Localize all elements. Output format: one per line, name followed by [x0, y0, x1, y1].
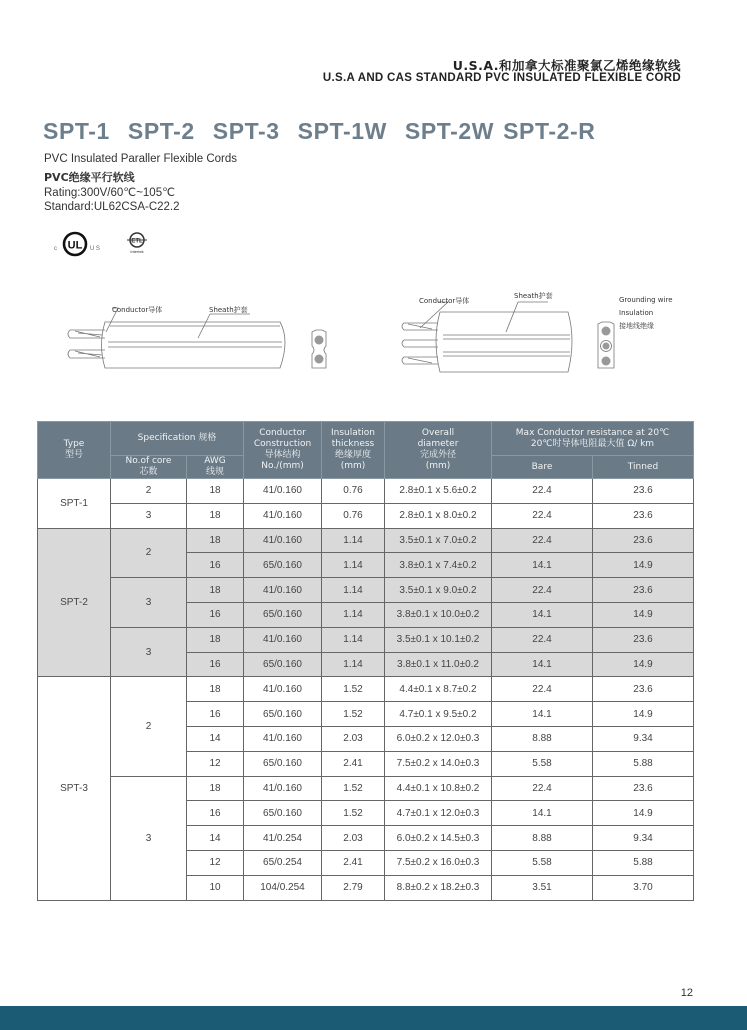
cell-diameter: 3.5±0.1 x 7.0±0.2 — [385, 528, 492, 553]
cell-bare: 5.58 — [492, 751, 593, 776]
header-max-resistance: Max Conductor resistance at 20℃ 20℃时导体电阻最大值 Ω/ km — [492, 422, 694, 456]
two-core-sheath-label: Sheath护套 — [209, 306, 248, 314]
description-en: PVC Insulated Paraller Flexible Cords — [44, 153, 238, 165]
cell-awg: 10 — [187, 875, 244, 900]
ul-us-mark: US — [90, 246, 102, 252]
cell-construction: 41/0.160 — [244, 776, 322, 801]
cell-construction: 41/0.160 — [244, 528, 322, 553]
cell-tinned: 23.6 — [593, 677, 694, 702]
standard: Standard:UL62CSA-C22.2 — [44, 201, 180, 213]
cell-tinned: 23.6 — [593, 528, 694, 553]
cell-insulation: 1.52 — [322, 776, 385, 801]
etl-certification-logo — [124, 230, 150, 261]
cell-bare: 22.4 — [492, 776, 593, 801]
ul-c-mark: c — [54, 246, 57, 252]
header-conductor-construction: Conductor Construction 导体结构 No./(mm) — [244, 422, 322, 479]
cell-diameter: 4.4±0.1 x 8.7±0.2 — [385, 677, 492, 702]
two-core-conductor-label: Conductor导体 — [112, 306, 163, 314]
cell-diameter: 4.7±0.1 x 12.0±0.3 — [385, 801, 492, 826]
cell-bare: 22.4 — [492, 528, 593, 553]
cell-tinned: 23.6 — [593, 627, 694, 652]
cell-diameter: 8.8±0.2 x 18.2±0.3 — [385, 875, 492, 900]
cell-construction: 65/0.160 — [244, 602, 322, 627]
header-no-of-core: No.of core 芯数 — [111, 456, 187, 479]
cell-awg: 18 — [187, 627, 244, 652]
cell-insulation: 2.03 — [322, 826, 385, 851]
cell-tinned: 23.6 — [593, 578, 694, 603]
cell-diameter: 2.8±0.1 x 5.6±0.2 — [385, 479, 492, 504]
cell-awg: 18 — [187, 503, 244, 528]
cell-diameter: 4.7±0.1 x 9.5±0.2 — [385, 702, 492, 727]
cell-insulation: 1.14 — [322, 652, 385, 677]
cell-diameter: 7.5±0.2 x 14.0±0.3 — [385, 751, 492, 776]
cell-insulation: 1.52 — [322, 801, 385, 826]
cell-tinned: 14.9 — [593, 702, 694, 727]
cell-awg: 16 — [187, 652, 244, 677]
table-row — [38, 503, 694, 528]
page-number: 12 — [680, 987, 693, 999]
cell-awg: 18 — [187, 677, 244, 702]
cell-awg: 16 — [187, 553, 244, 578]
cell-construction: 41/0.160 — [244, 677, 322, 702]
cell-awg: 16 — [187, 702, 244, 727]
cell-awg: 16 — [187, 801, 244, 826]
cell-insulation: 2.41 — [322, 850, 385, 875]
cell-bare: 22.4 — [492, 578, 593, 603]
header-specification: Specification 规格 — [111, 422, 244, 456]
cell-bare: 14.1 — [492, 602, 593, 627]
cell-tinned: 23.6 — [593, 479, 694, 504]
product-models-title: SPT-1 SPT-2 SPT-3 SPT-1W SPT-2W SPT-2-R — [43, 118, 596, 144]
cell-awg: 18 — [187, 578, 244, 603]
cell-tinned: 23.6 — [593, 776, 694, 801]
cell-cores: 3 — [111, 627, 187, 677]
cell-insulation: 1.52 — [322, 677, 385, 702]
header-title-cn: U.S.A.和加拿大标准聚氯乙烯绝缘软线 — [452, 58, 681, 73]
cell-bare: 14.1 — [492, 702, 593, 727]
cell-bare: 22.4 — [492, 627, 593, 652]
cell-insulation: 1.14 — [322, 578, 385, 603]
header-tinned: Tinned — [593, 456, 694, 479]
cell-diameter: 6.0±0.2 x 12.0±0.3 — [385, 726, 492, 751]
table-row — [38, 776, 694, 801]
footer-bar — [0, 1006, 747, 1030]
cell-tinned: 14.9 — [593, 553, 694, 578]
header-awg: AWG 线规 — [187, 456, 244, 479]
cell-cores: 2 — [111, 677, 187, 776]
cell-construction: 41/0.160 — [244, 627, 322, 652]
cell-bare: 5.58 — [492, 850, 593, 875]
cell-cores: 2 — [111, 479, 187, 504]
cell-diameter: 3.8±0.1 x 11.0±0.2 — [385, 652, 492, 677]
grounding-wire-label: Grounding wire — [619, 296, 673, 304]
cell-diameter: 3.8±0.1 x 10.0±0.2 — [385, 602, 492, 627]
cell-bare: 14.1 — [492, 553, 593, 578]
cell-bare: 22.4 — [492, 677, 593, 702]
cell-type: SPT-3 — [38, 677, 111, 900]
cell-awg: 12 — [187, 850, 244, 875]
cell-bare: 8.88 — [492, 826, 593, 851]
cell-awg: 18 — [187, 776, 244, 801]
cell-diameter: 3.8±0.1 x 7.4±0.2 — [385, 553, 492, 578]
cell-diameter: 3.5±0.1 x 9.0±0.2 — [385, 578, 492, 603]
cell-construction: 65/0.160 — [244, 751, 322, 776]
table-row — [38, 528, 694, 553]
cell-diameter: 4.4±0.1 x 10.8±0.2 — [385, 776, 492, 801]
cell-cores: 2 — [111, 528, 187, 578]
cell-awg: 16 — [187, 602, 244, 627]
rating: Rating:300V/60℃~105℃ — [44, 187, 176, 199]
two-core-cross-section — [308, 328, 330, 377]
cell-awg: 18 — [187, 479, 244, 504]
specification-table — [37, 421, 694, 901]
cell-construction: 41/0.160 — [244, 503, 322, 528]
table-row — [38, 627, 694, 652]
cell-cores: 3 — [111, 776, 187, 900]
cell-cores: 3 — [111, 578, 187, 628]
cell-type: SPT-2 — [38, 528, 111, 677]
ul-certification-logo — [52, 230, 102, 265]
table-row — [38, 479, 694, 504]
cell-insulation: 1.52 — [322, 702, 385, 727]
cell-tinned: 9.34 — [593, 826, 694, 851]
cell-construction: 104/0.254 — [244, 875, 322, 900]
cell-insulation: 1.14 — [322, 553, 385, 578]
cell-awg: 14 — [187, 726, 244, 751]
table-row — [38, 578, 694, 603]
cell-diameter: 7.5±0.2 x 16.0±0.3 — [385, 850, 492, 875]
cell-insulation: 0.76 — [322, 479, 385, 504]
cell-insulation: 1.14 — [322, 528, 385, 553]
header-overall-diameter: Overall diameter 完成外径 (mm) — [385, 422, 492, 479]
cell-bare: 3.51 — [492, 875, 593, 900]
three-core-cross-section — [594, 320, 618, 377]
cell-insulation: 2.79 — [322, 875, 385, 900]
cell-bare: 22.4 — [492, 479, 593, 504]
cell-bare: 14.1 — [492, 801, 593, 826]
insulation-label: Insulation — [619, 309, 654, 317]
description-cn: PVC绝缘平行软线 — [44, 171, 135, 184]
cell-construction: 41/0.160 — [244, 479, 322, 504]
ul-mark-text: UL — [67, 239, 83, 252]
cell-awg: 18 — [187, 528, 244, 553]
cell-bare: 22.4 — [492, 503, 593, 528]
cell-insulation: 2.03 — [322, 726, 385, 751]
cell-awg: 14 — [187, 826, 244, 851]
cell-diameter: 6.0±0.2 x 14.5±0.3 — [385, 826, 492, 851]
cell-insulation: 2.41 — [322, 751, 385, 776]
header-insulation-thickness: Insulation thickness 绝缘厚度 (mm) — [322, 422, 385, 479]
cell-tinned: 5.88 — [593, 751, 694, 776]
cell-bare: 14.1 — [492, 652, 593, 677]
cell-insulation: 1.14 — [322, 627, 385, 652]
table-row — [38, 677, 694, 702]
cell-insulation: 0.76 — [322, 503, 385, 528]
cell-tinned: 14.9 — [593, 602, 694, 627]
cell-tinned: 23.6 — [593, 503, 694, 528]
cell-type: SPT-1 — [38, 479, 111, 529]
cell-diameter: 3.5±0.1 x 10.1±0.2 — [385, 627, 492, 652]
cell-tinned: 14.9 — [593, 652, 694, 677]
cell-construction: 41/0.254 — [244, 826, 322, 851]
cell-construction: 65/0.254 — [244, 850, 322, 875]
cell-tinned: 9.34 — [593, 726, 694, 751]
three-core-sheath-label: Sheath护套 — [514, 292, 553, 300]
cell-construction: 65/0.160 — [244, 801, 322, 826]
cell-diameter: 2.8±0.1 x 8.0±0.2 — [385, 503, 492, 528]
three-core-conductor-label: Conductor导体 — [419, 297, 470, 305]
cell-construction: 65/0.160 — [244, 652, 322, 677]
cell-tinned: 3.70 — [593, 875, 694, 900]
header-bare: Bare — [492, 456, 593, 479]
header-type: Type 型号 — [38, 422, 111, 479]
etl-mark-text: ETL — [131, 238, 143, 245]
cell-tinned: 14.9 — [593, 801, 694, 826]
cell-tinned: 5.88 — [593, 850, 694, 875]
cell-bare: 8.88 — [492, 726, 593, 751]
cell-cores: 3 — [111, 503, 187, 528]
cell-insulation: 1.14 — [322, 602, 385, 627]
cell-construction: 41/0.160 — [244, 578, 322, 603]
etl-sub-text: Intertek — [130, 249, 144, 254]
header-title-en: U.S.A AND CAS STANDARD PVC INSULATED FLEXIBLE CORD — [322, 72, 681, 84]
cell-awg: 12 — [187, 751, 244, 776]
cell-construction: 65/0.160 — [244, 553, 322, 578]
cell-construction: 41/0.160 — [244, 726, 322, 751]
cell-construction: 65/0.160 — [244, 702, 322, 727]
grounding-insulation-cn-label: 接地线绝缘 — [619, 322, 654, 330]
